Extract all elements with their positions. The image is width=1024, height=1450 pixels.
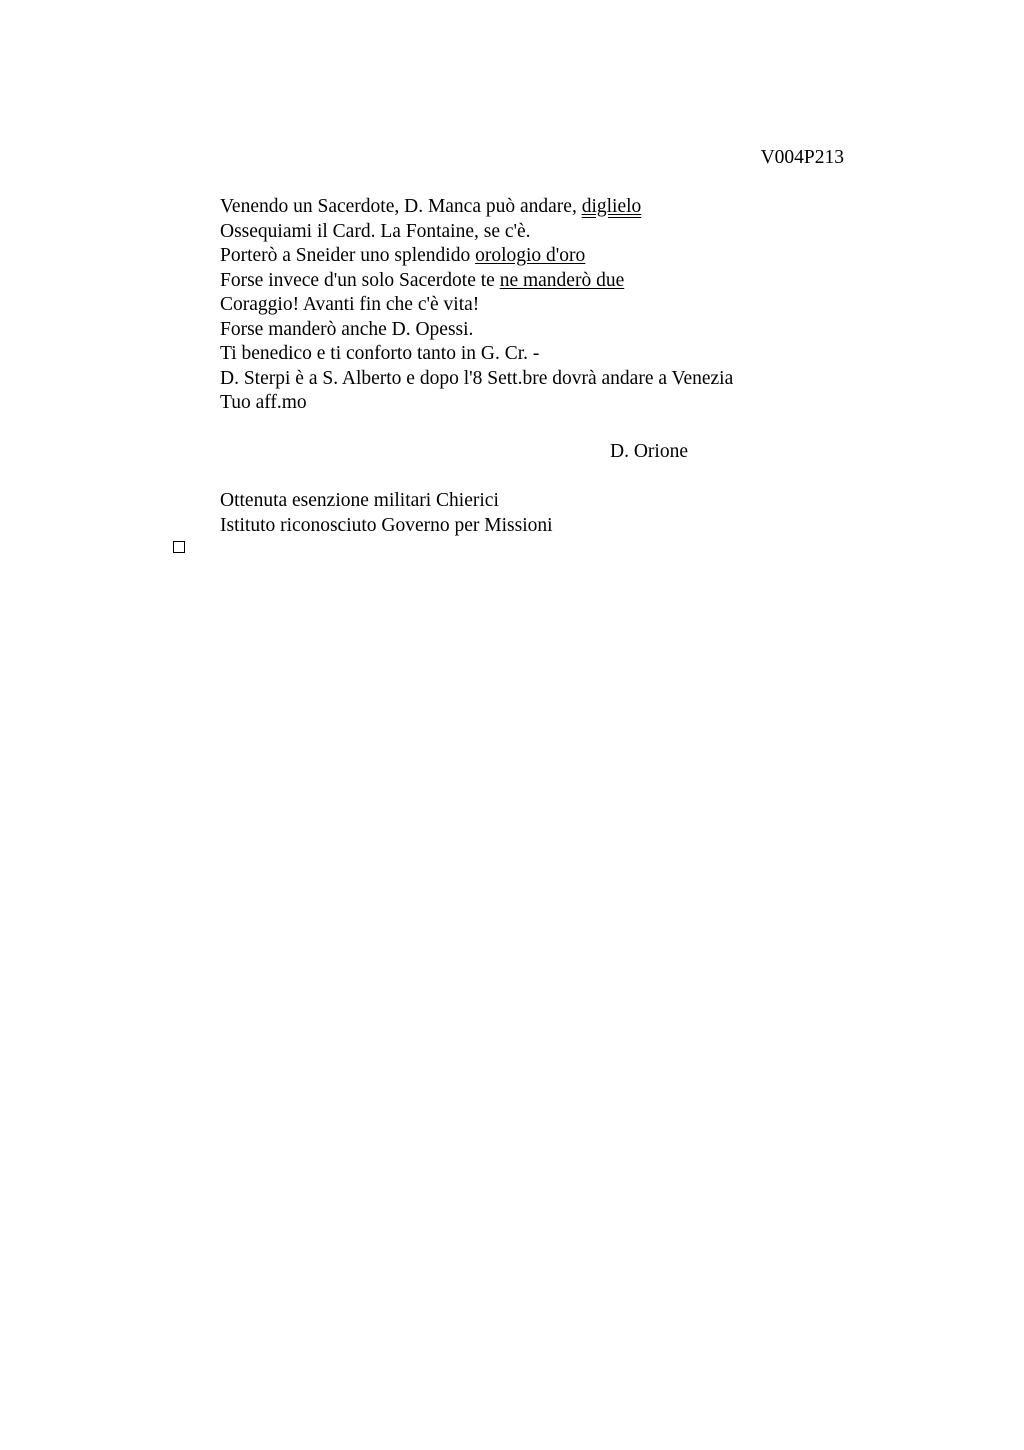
underlined-diglielo: diglielo [581, 196, 642, 217]
underlined-ne-mandero-due: ne manderò due [499, 269, 625, 291]
letter-line-4-text: Forse invece d'un solo Sacerdote te [220, 269, 500, 291]
letter-line-5: Coraggio! Avanti fin che c'è vita! [220, 294, 480, 315]
postscript-line-1: Ottenuta esenzione militari Chierici [220, 490, 499, 511]
letter-line-4 [220, 269, 860, 294]
letter-line-3 [220, 244, 860, 269]
postscript [220, 489, 860, 538]
letter-body [220, 195, 860, 416]
postscript-line-2: Istituto riconosciuto Governo per Missioni [220, 514, 553, 536]
letter-line-8: D. Sterpi è a S. Alberto e dopo l'8 Sett.bre dovrà andare a Venezia [220, 367, 734, 389]
letter-line-9: Tuo aff.mo [220, 392, 307, 413]
letter-line-1 [220, 195, 860, 220]
empty-box-glyph [173, 541, 185, 553]
underlined-orologio: orologio d'oro [475, 245, 586, 266]
letter-line-3-text: Porterò a Sneider uno splendido [220, 245, 476, 266]
letter-line-1-text: Venendo un Sacerdote, D. Manca può andare, [220, 196, 582, 217]
signature: D. Orione [610, 441, 688, 462]
letter-line-7: Ti benedico e ti conforto tanto in G. Cr. - [220, 343, 540, 364]
letter-line-2: Ossequiami il Card. La Fontaine, se c'è. [220, 220, 531, 242]
page-id: V004P213 [760, 147, 844, 168]
letter-line-6: Forse manderò anche D. Opessi. [220, 318, 474, 340]
